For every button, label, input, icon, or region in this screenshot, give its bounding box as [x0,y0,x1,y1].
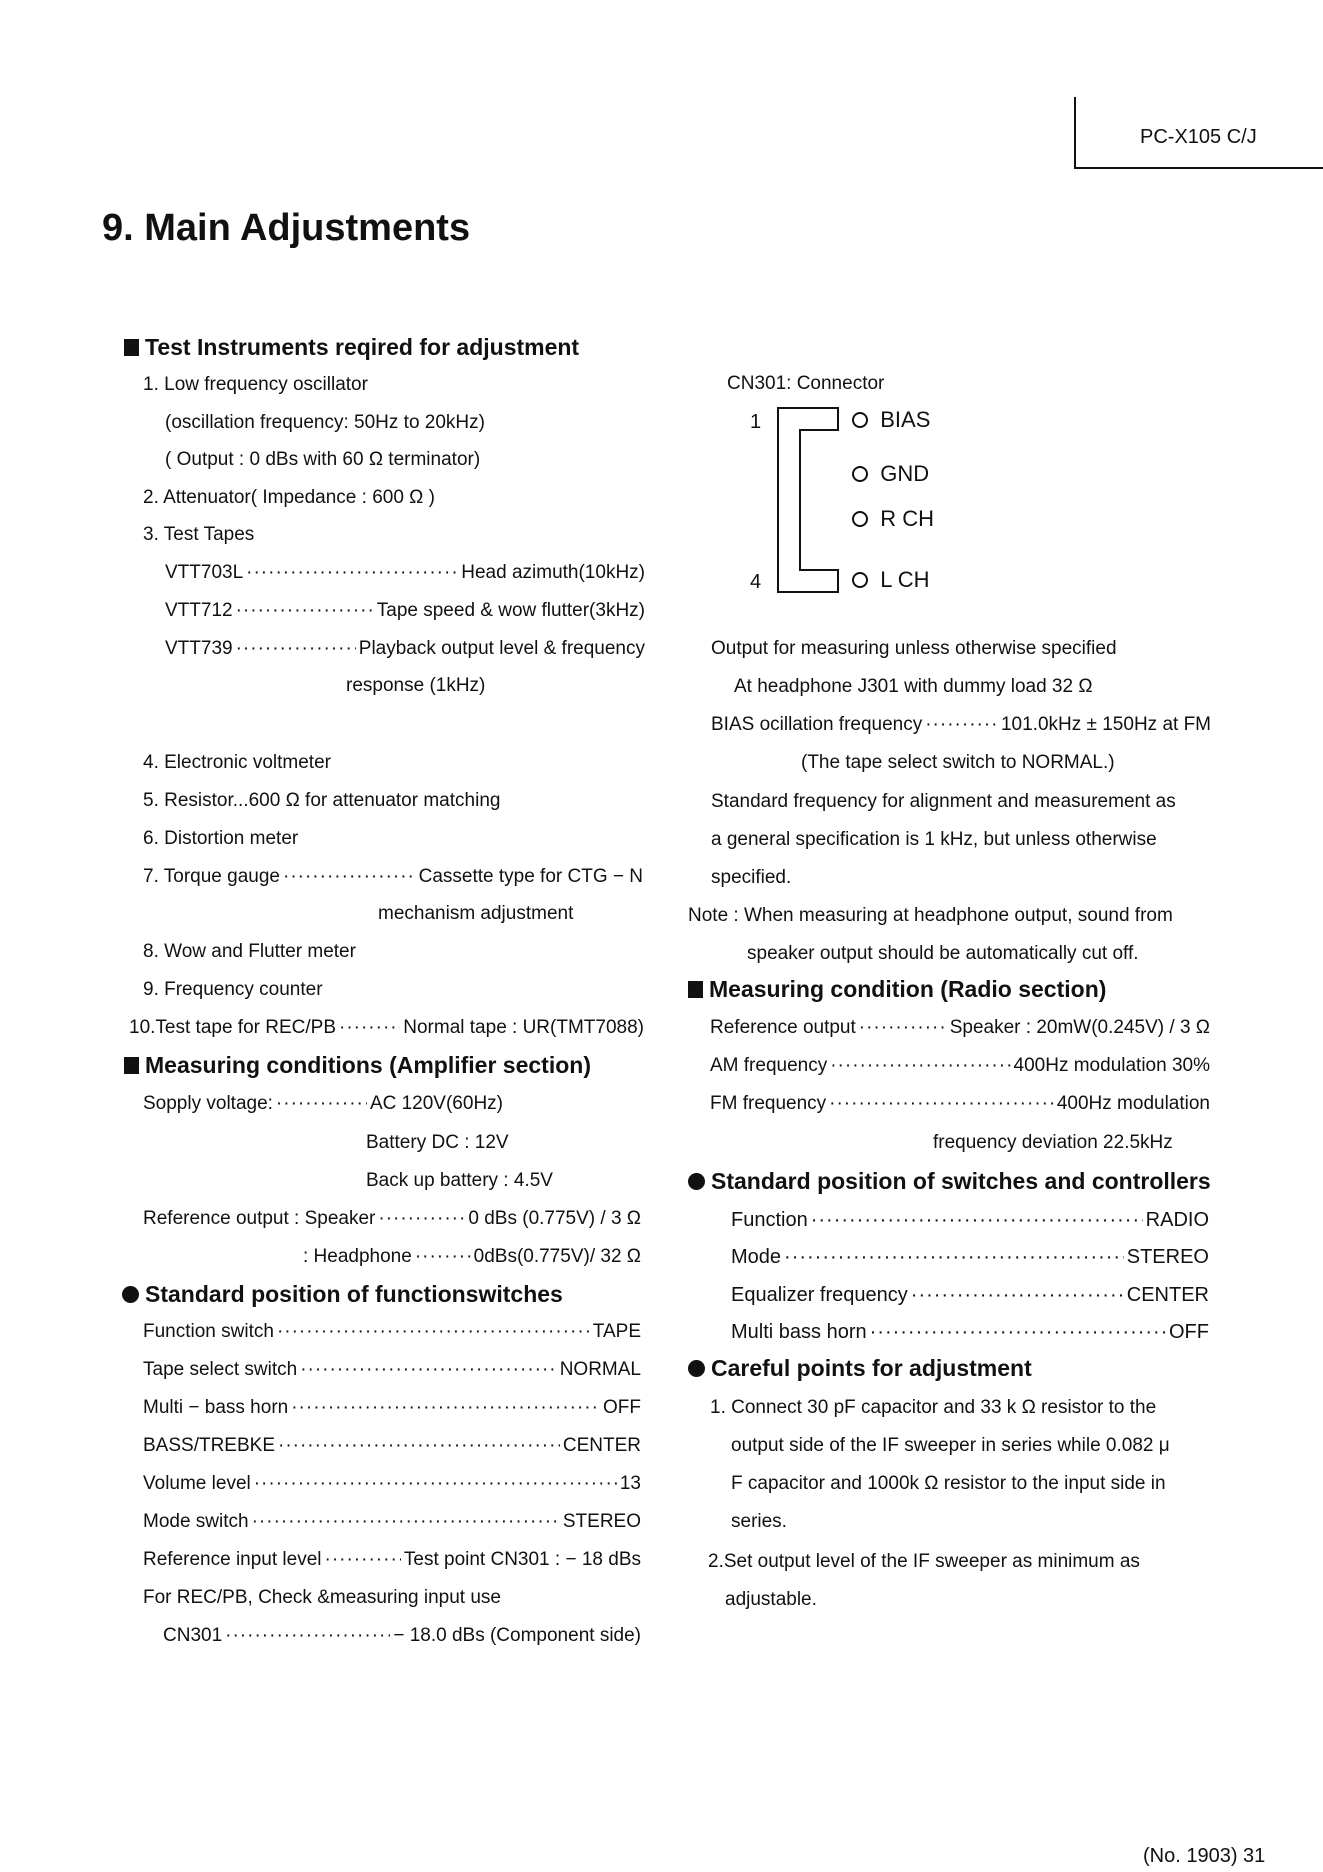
instrument-line: 4. Electronic voltmeter [143,752,331,773]
careful-line: output side of the IF sweeper in series while 0.082 μ [731,1435,1170,1456]
instrument-line: 9. Frequency counter [143,979,323,1000]
switch-row: Tape select switch ····· NORMAL [143,1358,641,1382]
fm-frequency-row: FM frequency ····· 400Hz modulation [710,1092,1210,1116]
instrument-line: 1. Low frequency oscillator [143,374,368,395]
connector-pin-row: BIAS [852,408,930,432]
square-bullet-icon [124,1057,139,1074]
round-bullet-icon [688,1360,705,1377]
supply-voltage-row: Sopply voltage: ····· AC 120V(60Hz) [143,1092,503,1116]
instrument-line: 2. Attenuator( Impedance : 600 Ω ) [143,487,435,508]
am-frequency-row: AM frequency ····· 400Hz modulation 30% [710,1054,1210,1078]
standard-line: specified. [711,867,792,888]
header-rule-horizontal [1074,167,1323,169]
instrument-line: 8. Wow and Flutter meter [143,941,356,962]
round-bullet-icon [122,1286,139,1303]
pin-circle-icon [852,511,868,527]
cn301-row: CN301 ····· − 18.0 dBs (Component side) [163,1624,641,1648]
model-number: PC-X105 C/J [1140,126,1257,148]
tape-row-continued: response (1kHz) [346,675,486,696]
square-bullet-icon [688,981,703,998]
square-bullet-icon [124,339,139,356]
radio-ref-row: Reference output ····· Speaker : 20mW(0.245V) / 3 Ω [710,1016,1210,1040]
instrument-line: ( Output : 0 dBs with 60 Ω terminator) [165,449,481,470]
instrument-line: 3. Test Tapes [143,524,255,545]
instrument-line: (oscillation frequency: 50Hz to 20kHz) [165,412,485,433]
connector-diagram [770,400,846,600]
output-line: At headphone J301 with dummy load 32 Ω [734,676,1093,697]
backup-line: Back up battery : 4.5V [366,1170,553,1191]
switch-row: Multi − bass horn ····· OFF [143,1396,641,1420]
amp-conditions-heading: Measuring conditions (Amplifier section) [124,1051,591,1079]
note-line: Note : When measuring at headphone output, sound from [688,905,1173,926]
page-number: (No. 1903) 31 [1143,1845,1266,1867]
tape-row: VTT739 ····· Playback output level & frequency [165,637,645,661]
careful-line: F capacitor and 1000k Ω resistor to the input side in [731,1473,1166,1494]
reference-input-row: Reference input level ····· Test point CN301 : − 18 dBs [143,1548,641,1572]
connector-pin-4: 4 [750,571,762,593]
bias-note: (The tape select switch to NORMAL.) [801,752,1115,773]
controller-row: Mode ····· STEREO [731,1245,1209,1269]
pin-circle-icon [852,572,868,588]
switch-row: Function switch ····· TAPE [143,1320,641,1344]
connector-pin-1: 1 [750,411,762,433]
page-title: 9. Main Adjustments [102,207,471,249]
connector-pin-row: R CH [852,507,934,531]
careful-line: 1. Connect 30 pF capacitor and 33 k Ω resistor to the [710,1397,1157,1418]
pin-circle-icon [852,466,868,482]
header-rule-vertical [1074,97,1076,169]
controller-row: Equalizer frequency ····· CENTER [731,1283,1209,1307]
radio-conditions-heading: Measuring condition (Radio section) [688,975,1106,1003]
tape-row: VTT712 ····· Tape speed & wow flutter(3kHz) [165,599,645,623]
reference-speaker-row: Reference output : Speaker ····· 0 dBs (0.775V) / 3 Ω [143,1207,641,1231]
standard-line: a general specification is 1 kHz, but unless otherwise [711,829,1157,850]
pin-circle-icon [852,412,868,428]
fm-frequency-continued: frequency deviation 22.5kHz [933,1132,1173,1153]
switches-controllers-heading: Standard position of switches and controllers [688,1167,1211,1195]
switch-row: BASS/TREBKE ····· CENTER [143,1434,641,1458]
torque-gauge-continued: mechanism adjustment [378,903,574,924]
careful-line: series. [731,1511,787,1532]
controller-row: Multi bass horn ····· OFF [731,1320,1209,1344]
switch-row: Volume level ····· 13 [143,1472,641,1496]
careful-line: 2.Set output level of the IF sweeper as minimum as [708,1551,1140,1572]
function-switches-heading: Standard position of functionswitches [122,1280,563,1308]
reference-headphone-row: : Headphone ····· 0dBs(0.775V)/ 32 Ω [303,1245,641,1269]
switch-row: Mode switch ····· STEREO [143,1510,641,1534]
connector-pin-row: L CH [852,568,930,592]
test-instruments-heading: Test Instruments reqired for adjustment [124,333,579,361]
torque-gauge-row: 7. Torque gauge ····· Cassette type for CTG − N [143,865,643,889]
connector-pin-row: GND [852,462,929,486]
instrument-line: 5. Resistor...600 Ω for attenuator matching [143,790,501,811]
battery-line: Battery DC : 12V [366,1132,509,1153]
careful-line: adjustable. [725,1589,817,1610]
output-line: Output for measuring unless otherwise specified [711,638,1117,659]
recpb-line: For REC/PB, Check &measuring input use [143,1587,501,1608]
note-line: speaker output should be automatically cut off. [747,943,1139,964]
standard-line: Standard frequency for alignment and measurement as [711,791,1176,812]
tape-row: VTT703L ····· Head azimuth(10kHz) [165,561,645,585]
round-bullet-icon [688,1173,705,1190]
careful-points-heading: Careful points for adjustment [688,1354,1032,1382]
instrument-line: 6. Distortion meter [143,828,299,849]
connector-title: CN301: Connector [727,373,885,394]
controller-row: Function ····· RADIO [731,1208,1209,1232]
test-tape-row: 10.Test tape for REC/PB ····· Normal tape : UR(TMT7088) [129,1016,644,1040]
bias-row: BIAS ocillation frequency ····· 101.0kHz ± 150Hz at FM [711,713,1211,737]
